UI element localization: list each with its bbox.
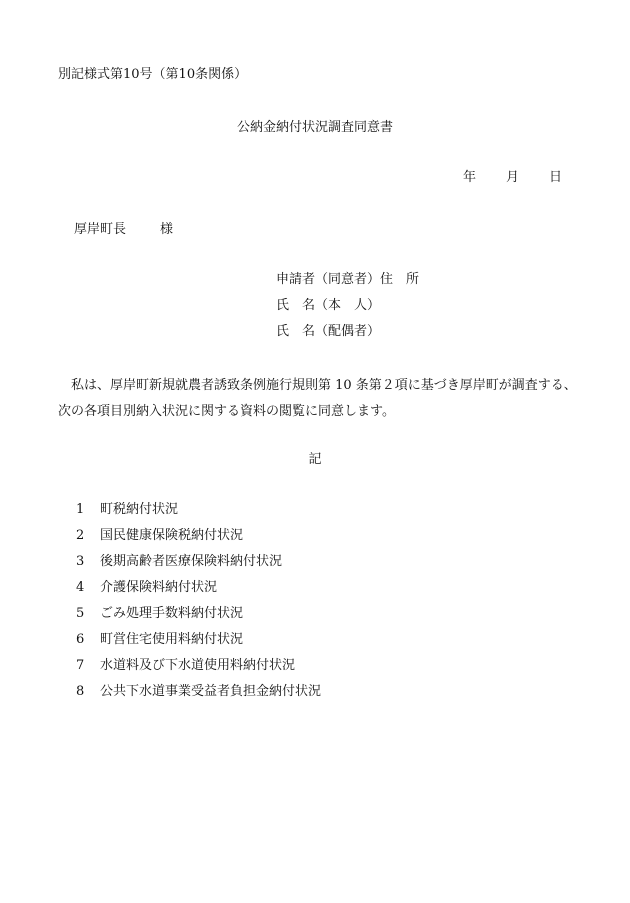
item-number: 4	[76, 580, 85, 595]
date-month: 月	[506, 170, 520, 185]
item-label: 公共下水道事業受益者負担金納付状況	[100, 684, 322, 699]
list-item	[76, 555, 321, 581]
list-item	[76, 529, 321, 555]
applicant-name-self-label: 氏 名（本 人）	[276, 298, 381, 313]
item-label: 介護保険料納付状況	[100, 580, 218, 595]
list-item	[76, 633, 321, 659]
applicant-address-label: 申請者（同意者）住 所	[276, 272, 420, 287]
item-label: ごみ処理手数料納付状況	[100, 606, 244, 621]
addressee	[74, 223, 173, 236]
applicant-name-spouse-label: 氏 名（配偶者）	[276, 324, 381, 339]
consent-statement: 私は、厚岸町新規就農者誘致条例施行規則第 10 条第２項に基づき厚岸町が調査する、次の各項目別納入状況に関する資料の閲覧に同意します。	[58, 378, 577, 419]
item-label: 国民健康保険税納付状況	[100, 528, 244, 543]
date-line	[463, 171, 562, 184]
list-item	[76, 685, 321, 711]
form-number: 別記様式第10号（第10条関係）	[58, 67, 248, 82]
list-item	[76, 659, 321, 685]
ki-heading: 記	[308, 452, 322, 467]
date-day: 日	[549, 170, 563, 185]
item-label: 後期高齢者医療保険料納付状況	[100, 554, 283, 569]
document-title: 公納金納付状況調査同意書	[236, 120, 393, 135]
addressee-honorific: 様	[160, 222, 174, 237]
list-item	[76, 607, 321, 633]
item-number: 3	[76, 554, 85, 569]
item-number: 2	[76, 528, 85, 543]
item-number: 5	[76, 606, 85, 621]
list-item	[76, 503, 321, 529]
item-number: 1	[76, 502, 85, 517]
addressee-name: 厚岸町長	[74, 222, 127, 237]
item-list	[76, 503, 321, 711]
date-year: 年	[463, 170, 477, 185]
list-item	[76, 581, 321, 607]
item-label: 水道料及び下水道使用料納付状況	[100, 658, 296, 673]
item-number: 8	[76, 684, 85, 699]
item-label: 町営住宅使用料納付状況	[100, 632, 244, 647]
item-label: 町税納付状況	[100, 502, 179, 517]
item-number: 6	[76, 632, 85, 647]
item-number: 7	[76, 658, 85, 673]
